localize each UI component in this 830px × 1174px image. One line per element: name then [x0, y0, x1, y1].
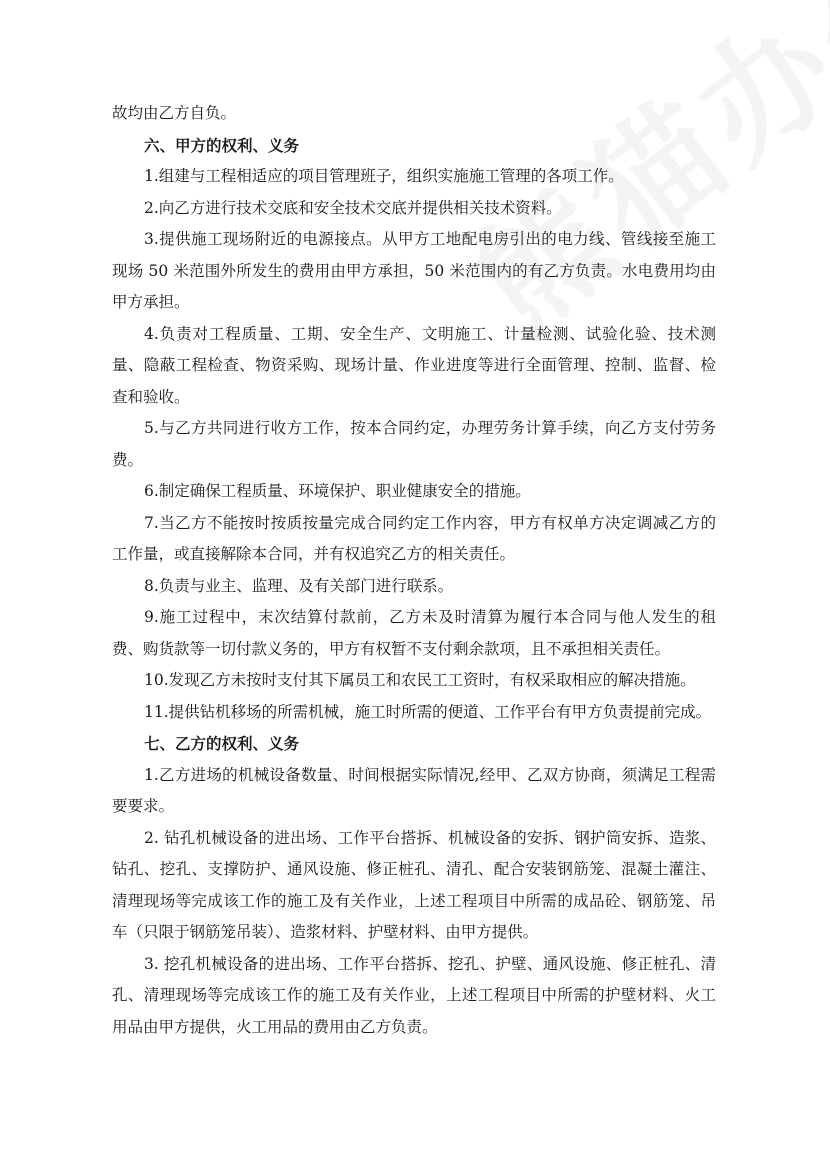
clause-a-5: 5.与乙方共同进行收方工作，按本合同约定，办理劳务计算手续，向乙方支付劳务费。	[112, 419, 716, 469]
clause-a-10: 10.发现乙方未按时支付其下属员工和农民工工资时，有权采取相应的解决措施。	[144, 671, 696, 689]
document-body	[112, 98, 716, 1043]
clause-a-6: 6.制定确保工程质量、环境保护、职业健康安全的措施。	[144, 482, 531, 500]
clause-a-8: 8.负责与业主、监理、及有关部门进行联系。	[144, 576, 454, 595]
clause-a-2: 2.向乙方进行技术交底和安全技术交底并提供相关技术资料。	[144, 198, 562, 217]
clause-a-7: 7.当乙方不能按时按质按量完成合同约定工作内容，甲方有权单方决定调减乙方的工作量，或直接解除本合同，并有权追究乙方的相关责任。	[112, 513, 716, 563]
clause-a-11: 11.提供钻机移场的所需机械，施工时所需的便道、工作平台有甲方负责提前完成。	[144, 702, 712, 721]
clause-a-1: 1.组建与工程相适应的项目管理班子，组织实施施工管理的各项工作。	[144, 167, 624, 185]
clause-a-4: 4.负责对工程质量、工期、安全生产、文明施工、计量检测、试验化验、技术测量、隐蔽工程检查、物资采购、现场计量、作业进度等进行全面管理、控制、监督、检查和验收。	[112, 324, 716, 406]
section-heading-party-b: 七、乙方的权利、义务	[144, 734, 300, 753]
clause-b-1: 1.乙方进场的机械设备数量、时间根据实际情况,经甲、乙双方协商，须满足工程需要要求。	[112, 765, 716, 815]
section-heading-party-a: 六、甲方的权利、义务	[144, 135, 300, 155]
paragraph-continuation: 故均由乙方自负。	[112, 104, 237, 122]
clause-b-3: 3. 挖孔机械设备的进出场、工作平台搭拆、挖孔、护壁、通风设施、修正桩孔、清孔、清理现场等完成该工作的施工及有关作业，上述工程项目中所需的护壁材料、火工用品由甲方提供，火工用品的费用由乙方负责。	[112, 954, 716, 1036]
clause-b-2: 2. 钻孔机械设备的进出场、工作平台搭拆、机械设备的安拆、钢护筒安拆、造浆、钻孔、挖孔、支撑防护、通风设施、修正桩孔、清孔、配合安装钢筋笼、混凝土灌注、清理现场等完成该工作的施工及有关作业，上述工程项目中所需的成品砼、钢筋笼、吊车（只限于钢筋笼吊装）、造浆材料、护壁材料、由甲方提供。	[112, 828, 716, 941]
clause-a-3: 3.提供施工现场附近的电源接点。从甲方工地配电房引出的电力线、管线接至施工现场 50 米范围外所发生的费用由甲方承担，50 米范围内的有乙方负责。水电费用均由甲方承担。	[112, 230, 716, 311]
clause-a-9: 9.施工过程中，末次结算付款前，乙方未及时清算为履行本合同与他人发生的租费、购货款等一切付款义务的，甲方有权暂不支付剩余款项，且不承担相关责任。	[112, 608, 716, 658]
